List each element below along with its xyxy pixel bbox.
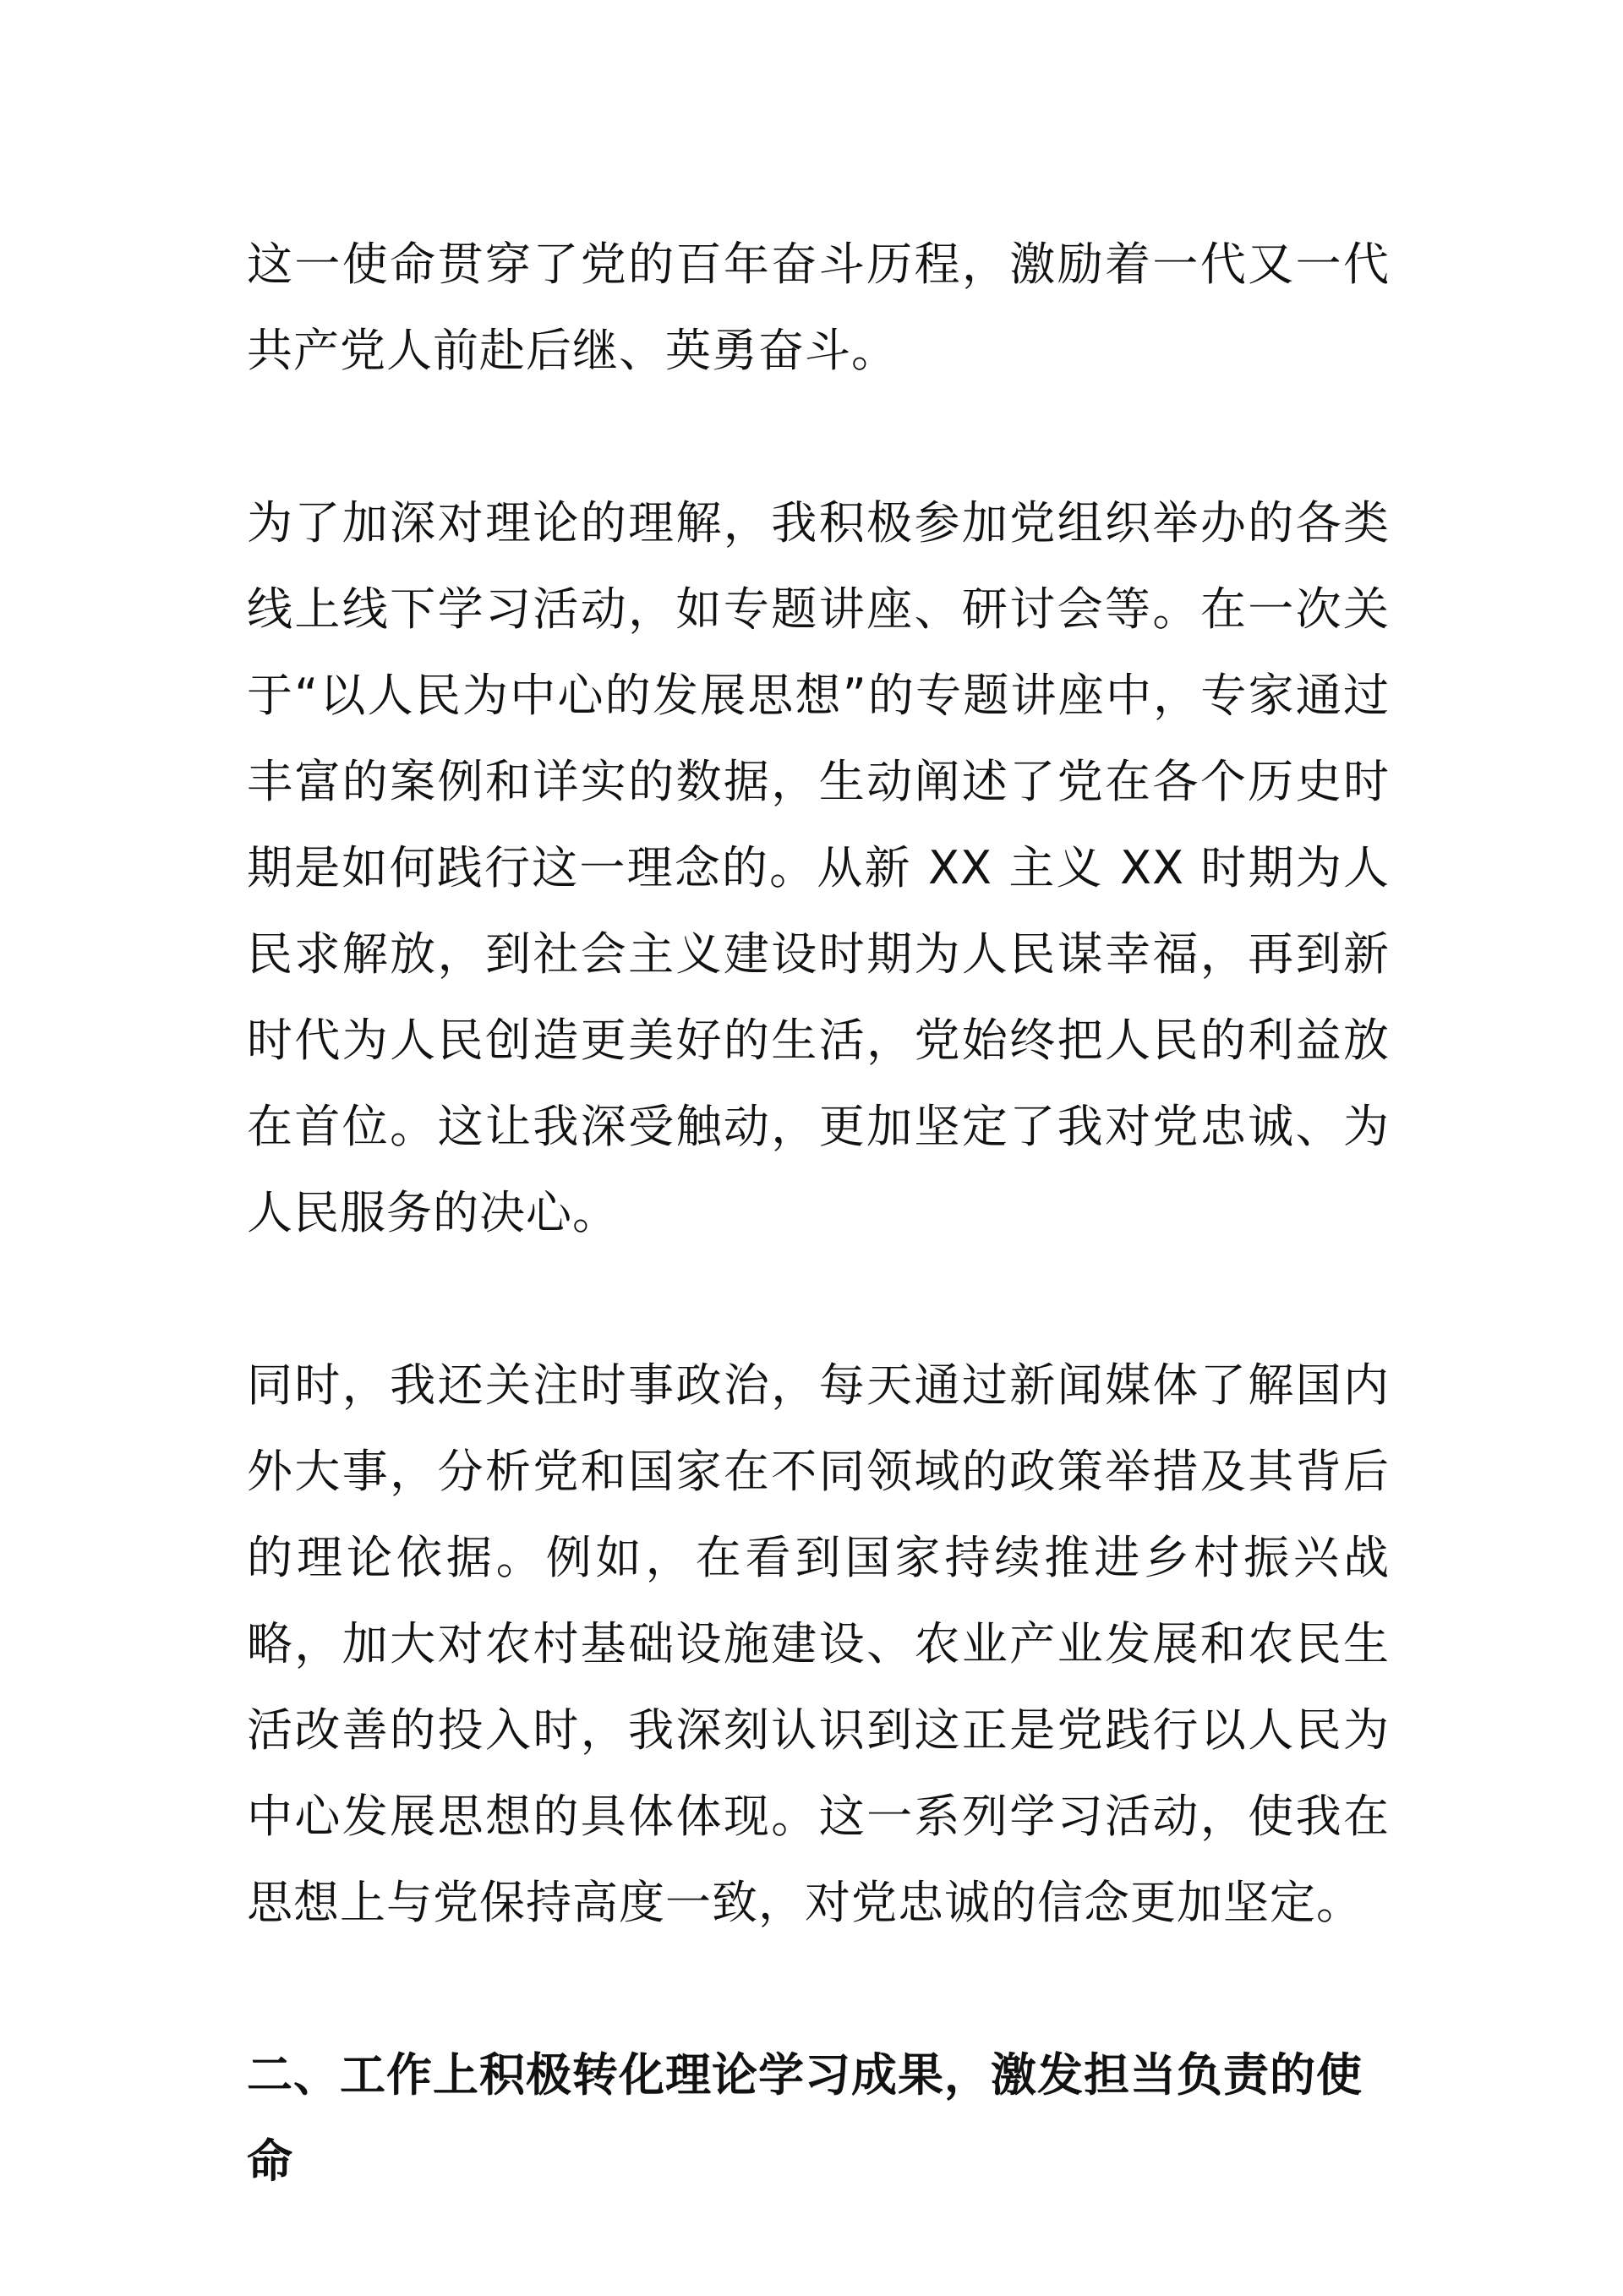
paragraph-theory-study: 为了加深对理论的理解，我积极参加党组织举办的各类线上线下学习活动，如专题讲座、研讨会等。在一次关于“以人民为中心的发展思想”的专题讲座中，专家通过丰富的案例和详实的数据，生动阐述了党在各个历史时期是如何践行这一理念的。从新 XX 主义 XX 时期为人民求解放，到社会主义建设时期为人民谋幸福，再到新时代为人民创造更美好的生活，党始终把人民的利益放在首位。这让我深受触动，更加坚定了我对党忠诚、为人民服务的决心。 <box>247 496 1390 1239</box>
paragraph-spacer <box>247 1256 1390 1342</box>
paragraph-mission: 这一使命贯穿了党的百年奋斗历程，激励着一代又一代共产党人前赴后继、英勇奋斗。 <box>247 238 1390 377</box>
section-heading: 二、工作上积极转化理论学习成果，激发担当负责的使命 <box>247 2048 1363 2188</box>
paragraph-spacer <box>247 394 1390 480</box>
paragraph-current-affairs: 同时，我还关注时事政治，每天通过新闻媒体了解国内外大事，分析党和国家在不同领域的政策举措及其背后的理论依据。例如，在看到国家持续推进乡村振兴战略，加大对农村基础设施建设、农业产业发展和农民生活改善的投入时，我深刻认识到这正是党践行以人民为中心发展思想的具体体现。这一系列学习活动，使我在思想上与党保持高度一致，对党忠诚的信念更加坚定。 <box>247 1358 1390 1929</box>
paragraph-spacer <box>247 1946 1390 2032</box>
document-body <box>247 221 1390 2205</box>
